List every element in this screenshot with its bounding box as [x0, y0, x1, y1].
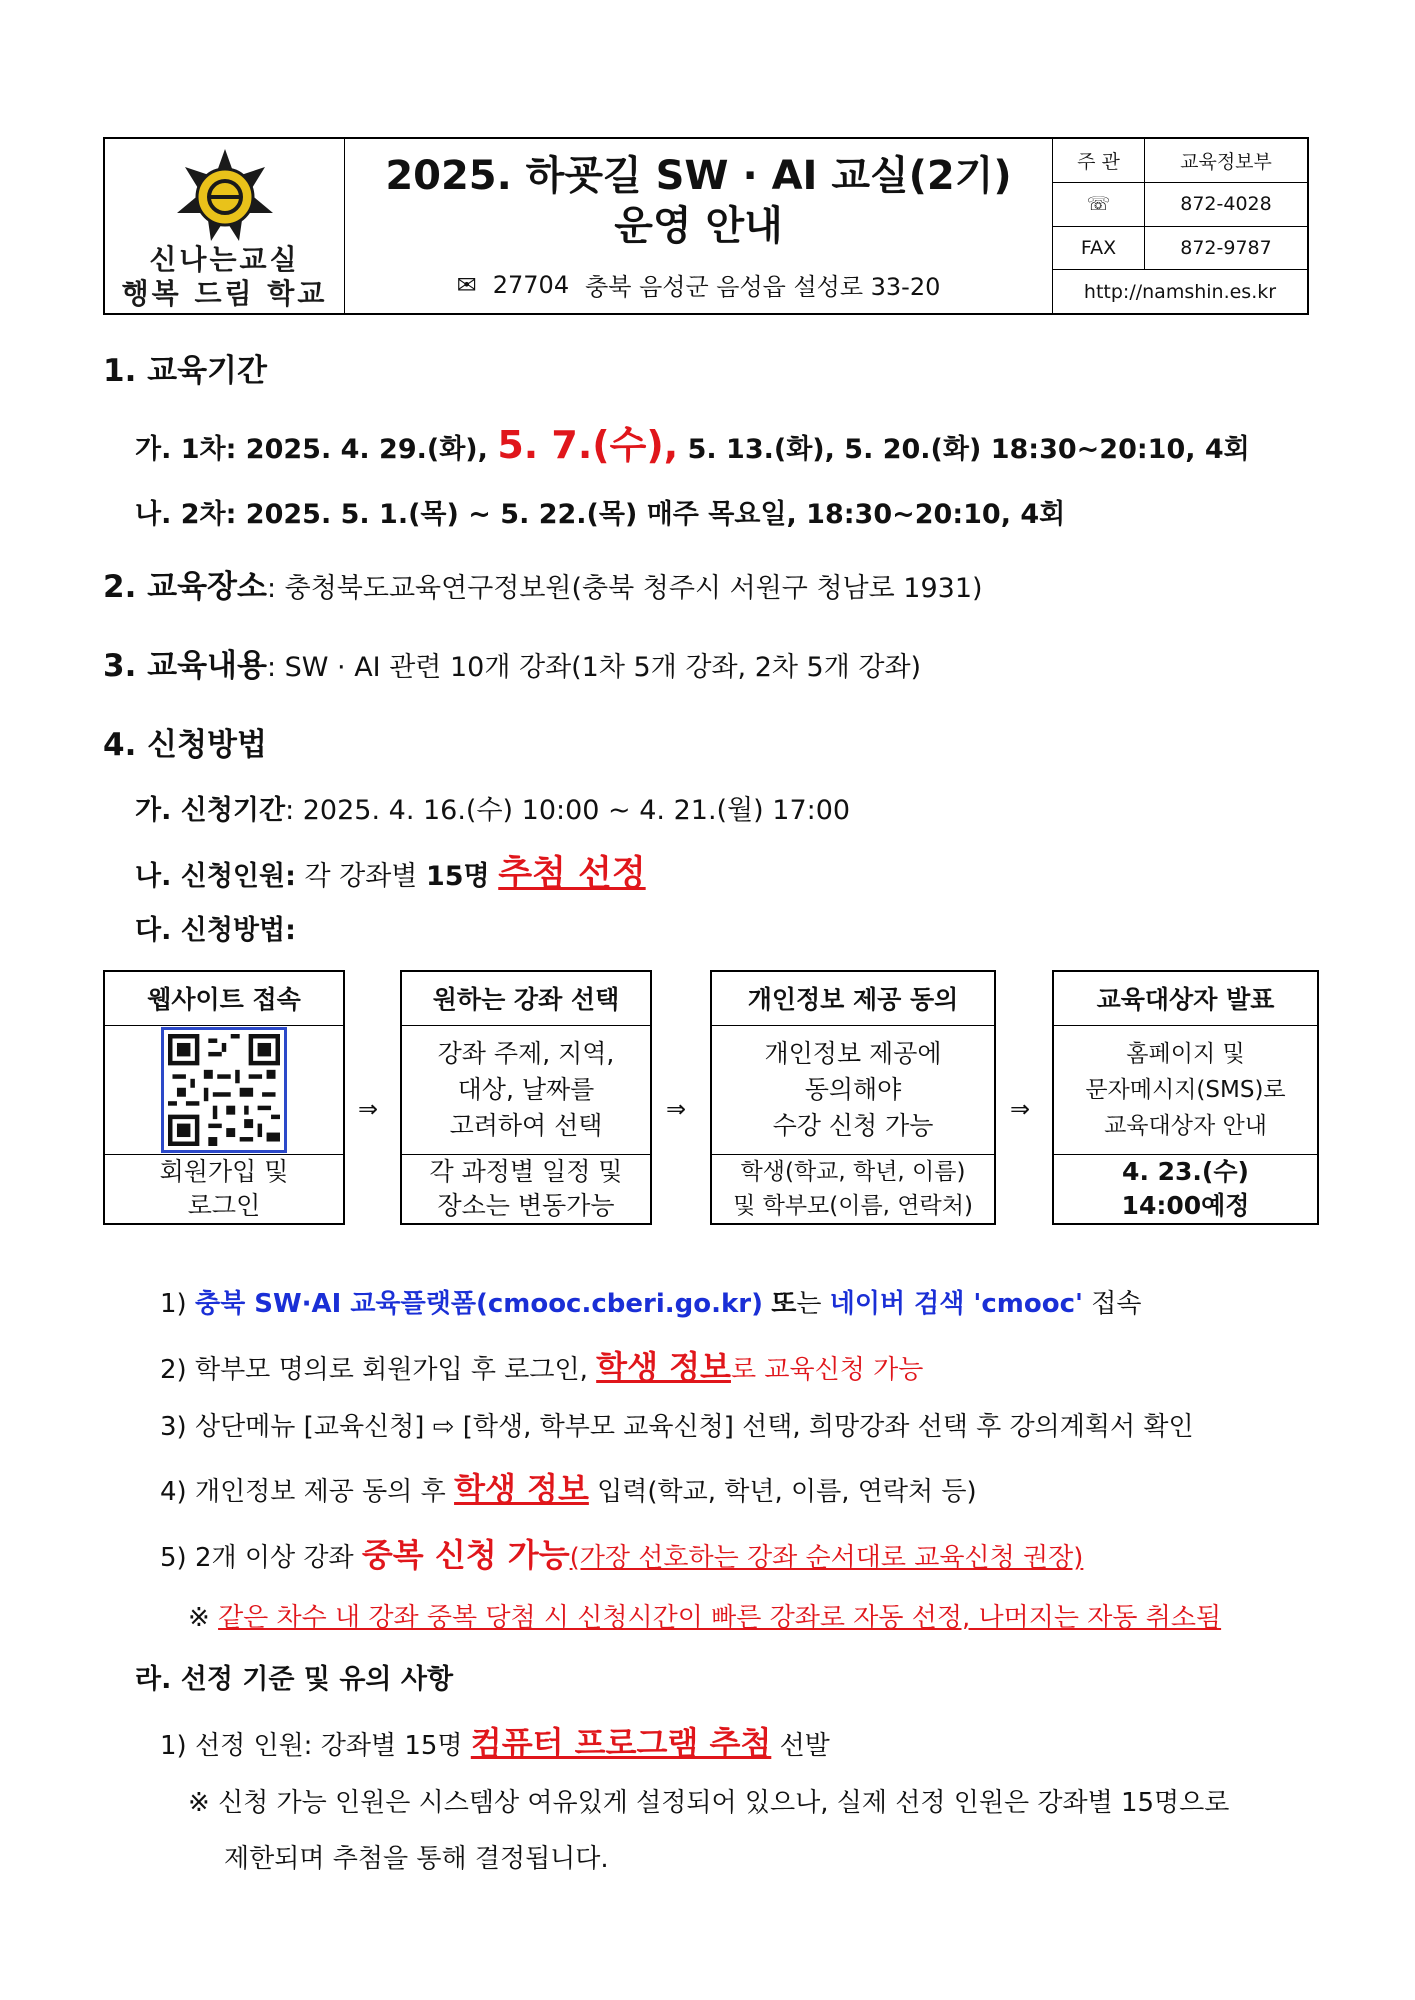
announce-time: 14:00예정 — [1121, 1191, 1250, 1220]
flow-step-note-line: 회원가입 및 — [159, 1157, 289, 1186]
selection-note-line-1: 신청 가능 인원은 시스템상 여유있게 설정되어 있으나, 실제 선정 인원은 강좌별 15명으로 — [218, 1788, 1230, 1818]
doc-title: 2025. 하굣길 SW · AI 교실(2기) — [385, 153, 1012, 199]
qr-code-cell — [105, 1026, 343, 1155]
selection-note-line-2: 제한되며 추첨을 통해 결정됩니다. — [224, 1844, 609, 1874]
step-4-text: 개인정보 제공 동의 후 — [194, 1477, 446, 1507]
flow-step-title: 원하는 강좌 선택 — [402, 972, 650, 1026]
step-number: 3) — [160, 1412, 187, 1442]
organizer-value: 교육정보부 — [1180, 150, 1272, 173]
flow-arrow: ⇒ — [1010, 1095, 1031, 1123]
selection-note — [188, 1782, 1229, 1819]
step-4-end: 입력(학교, 학년, 이름, 연락처 등) — [597, 1477, 977, 1507]
flow-step-title: 개인정보 제공 동의 — [712, 972, 994, 1026]
apply-people-label: 나. 신청인원: — [135, 861, 296, 892]
naver-search-link[interactable]: 네이버 검색 'cmooc' — [829, 1289, 1083, 1319]
step-2-text: 학부모 명의로 회원가입 후 로그인, — [194, 1355, 588, 1385]
step-2-highlight: 학생 정보 — [596, 1348, 731, 1386]
section-2-text: : 충청북도교육연구정보원(충북 청주시 서원구 청남로 1931) — [266, 573, 983, 604]
step-number: 5) — [160, 1543, 187, 1573]
section-3-text: : SW · AI 관련 10개 강좌(1차 5개 강좌, 2차 5개 강좌) — [266, 652, 922, 683]
flow-step-desc-line: 동의해야 — [804, 1074, 902, 1104]
step-1-or-bold: 또 — [771, 1289, 797, 1319]
organizer-row — [1053, 139, 1307, 183]
section-2-heading: 2. 교육장소 — [103, 569, 267, 605]
step-2-end: 로 교육신청 가능 — [730, 1355, 924, 1385]
note-mark: ※ — [188, 1788, 210, 1818]
fax-label: FAX — [1053, 227, 1145, 270]
apply-period-text: : 2025. 4. 16.(수) 10:00 ~ 4. 21.(월) 17:00 — [285, 795, 851, 826]
flow-step-announce — [1052, 970, 1319, 1225]
step-5-highlight: 중복 신청 가능 — [361, 1536, 570, 1574]
flow-step-consent — [710, 970, 996, 1225]
duplicate-note-text: 같은 차수 내 강좌 중복 당첨 시 신청시간이 빠른 강좌로 자동 선정, 나머지는 자동 취소됨 — [218, 1603, 1222, 1633]
flow-step-note-line: 및 학부모(이름, 연락처) — [733, 1193, 973, 1219]
logo-line-1: 신나는교실 — [149, 243, 300, 276]
flow-step-note-line: 각 과정별 일정 및 — [429, 1157, 623, 1186]
contact-table — [1052, 139, 1307, 313]
section-3-heading: 3. 교육내용 — [103, 648, 267, 684]
apply-people-line — [135, 846, 646, 896]
period-2-line: 나. 2차: 2025. 5. 1.(목) ~ 5. 22.(목) 매주 목요일, 18:30~20:10, 4회 — [135, 499, 1066, 530]
phone-icon: ☏ — [1053, 183, 1145, 226]
step-1-or: 는 — [796, 1289, 822, 1319]
step-4 — [160, 1464, 977, 1510]
step-4-highlight: 학생 정보 — [454, 1470, 589, 1508]
postal-code: 27704 — [492, 270, 570, 299]
flow-step-note-line: 학생(학교, 학년, 이름) — [740, 1159, 966, 1185]
criteria-number: 1) — [160, 1731, 187, 1761]
section-4-heading: 4. 신청방법 — [103, 727, 267, 763]
apply-people-highlight: 추첨 선정 — [498, 854, 646, 894]
school-emblem-icon — [173, 147, 277, 243]
period-1-line — [135, 414, 1250, 469]
flow-step-note — [402, 1155, 650, 1223]
apply-people-text: 각 강좌별 — [304, 861, 418, 892]
step-5-text: 2개 이상 강좌 — [194, 1543, 354, 1573]
flow-step-desc-line: 홈페이지 및 — [1126, 1040, 1245, 1067]
website-link[interactable]: http://namshin.es.kr — [1083, 280, 1277, 303]
apply-method-label: 다. 신청방법: — [135, 915, 296, 946]
flow-step-title: 교육대상자 발표 — [1054, 972, 1317, 1026]
mail-icon: ✉ — [456, 270, 477, 299]
step-2 — [160, 1342, 923, 1388]
phone-value: 872-4028 — [1180, 193, 1272, 216]
flow-step-note-line: 장소는 변동가능 — [437, 1191, 615, 1220]
school-logo-cell — [105, 139, 345, 313]
period-1-highlight: 5. 7.(수), — [497, 423, 679, 467]
flow-step-desc-line: 강좌 주제, 지역, — [437, 1038, 615, 1068]
section-2-line — [103, 561, 983, 606]
flow-arrow: ⇒ — [666, 1095, 687, 1123]
note-mark: ※ — [188, 1603, 210, 1633]
address: 충북 음성군 음성읍 설성로 33-20 — [585, 273, 941, 301]
website-row — [1053, 270, 1307, 313]
step-5 — [160, 1530, 1083, 1576]
criteria-heading: 라. 선정 기준 및 유의 사항 — [135, 1664, 454, 1695]
flow-step-title: 웹사이트 접속 — [105, 972, 343, 1026]
step-5-end: (가장 선호하는 강좌 순서대로 교육신청 권장) — [569, 1543, 1084, 1573]
section-3-line — [103, 640, 921, 685]
address-line — [457, 267, 941, 302]
title-cell — [345, 139, 1052, 313]
step-number: 2) — [160, 1355, 187, 1385]
apply-people-count: 15명 — [425, 861, 490, 892]
flow-step-note-line: 로그인 — [187, 1191, 261, 1220]
criteria-1 — [160, 1718, 830, 1764]
flow-step-note — [712, 1155, 994, 1223]
announce-date: 4. 23.(수) — [1122, 1157, 1249, 1186]
step-3 — [160, 1406, 1194, 1443]
apply-period-label: 가. 신청기간 — [135, 795, 286, 826]
phone-row — [1053, 183, 1307, 227]
apply-period-line — [135, 788, 850, 827]
flow-step-desc-line: 문자메시지(SMS)로 — [1085, 1076, 1286, 1103]
criteria-1-end: 선발 — [779, 1731, 830, 1761]
criteria-1-text: 선정 인원: 강좌별 15명 — [194, 1731, 463, 1761]
step-number: 1) — [160, 1289, 187, 1319]
fax-value: 872-9787 — [1180, 236, 1272, 259]
step-number: 4) — [160, 1477, 187, 1507]
step-3-text: 상단메뉴 [교육신청] ⇨ [학생, 학부모 교육신청] 선택, 희망강좌 선택 후 강의계획서 확인 — [194, 1412, 1194, 1442]
doc-subtitle: 운영 안내 — [614, 203, 783, 249]
flow-step-note — [105, 1155, 343, 1223]
platform-link[interactable]: 충북 SW·AI 교육플랫폼(cmooc.cberi.go.kr) — [194, 1289, 763, 1319]
flow-step-desc-line: 고려하여 선택 — [449, 1110, 603, 1140]
organizer-label: 주 관 — [1053, 139, 1145, 182]
period-1-rest: 5. 13.(화), 5. 20.(화) 18:30~20:10, 4회 — [687, 434, 1250, 465]
step-1 — [160, 1283, 1142, 1320]
flow-step-desc — [712, 1026, 994, 1155]
flow-step-desc — [402, 1026, 650, 1155]
section-1-heading: 1. 교육기간 — [103, 353, 267, 389]
period-1-label: 가. 1차: 2025. 4. 29.(화), — [135, 434, 488, 465]
flow-step-desc-line: 개인정보 제공에 — [764, 1038, 942, 1068]
criteria-1-highlight: 컴퓨터 프로그램 추첨 — [470, 1724, 772, 1762]
flow-step-note — [1054, 1155, 1317, 1223]
letterhead — [103, 137, 1309, 315]
flow-step-website — [103, 970, 345, 1225]
flow-arrow: ⇒ — [358, 1095, 379, 1123]
logo-line-2: 행복 드림 학교 — [121, 277, 328, 310]
flow-step-desc-line: 수강 신청 가능 — [772, 1110, 934, 1140]
flow-step-desc-line: 교육대상자 안내 — [1104, 1112, 1267, 1139]
flow-step-desc — [1054, 1026, 1317, 1155]
qr-code-icon[interactable] — [161, 1027, 287, 1153]
flow-step-desc-line: 대상, 날짜를 — [457, 1074, 595, 1104]
step-1-end: 접속 — [1091, 1289, 1142, 1319]
duplicate-note — [188, 1597, 1221, 1634]
fax-row — [1053, 227, 1307, 271]
flow-step-select — [400, 970, 652, 1225]
